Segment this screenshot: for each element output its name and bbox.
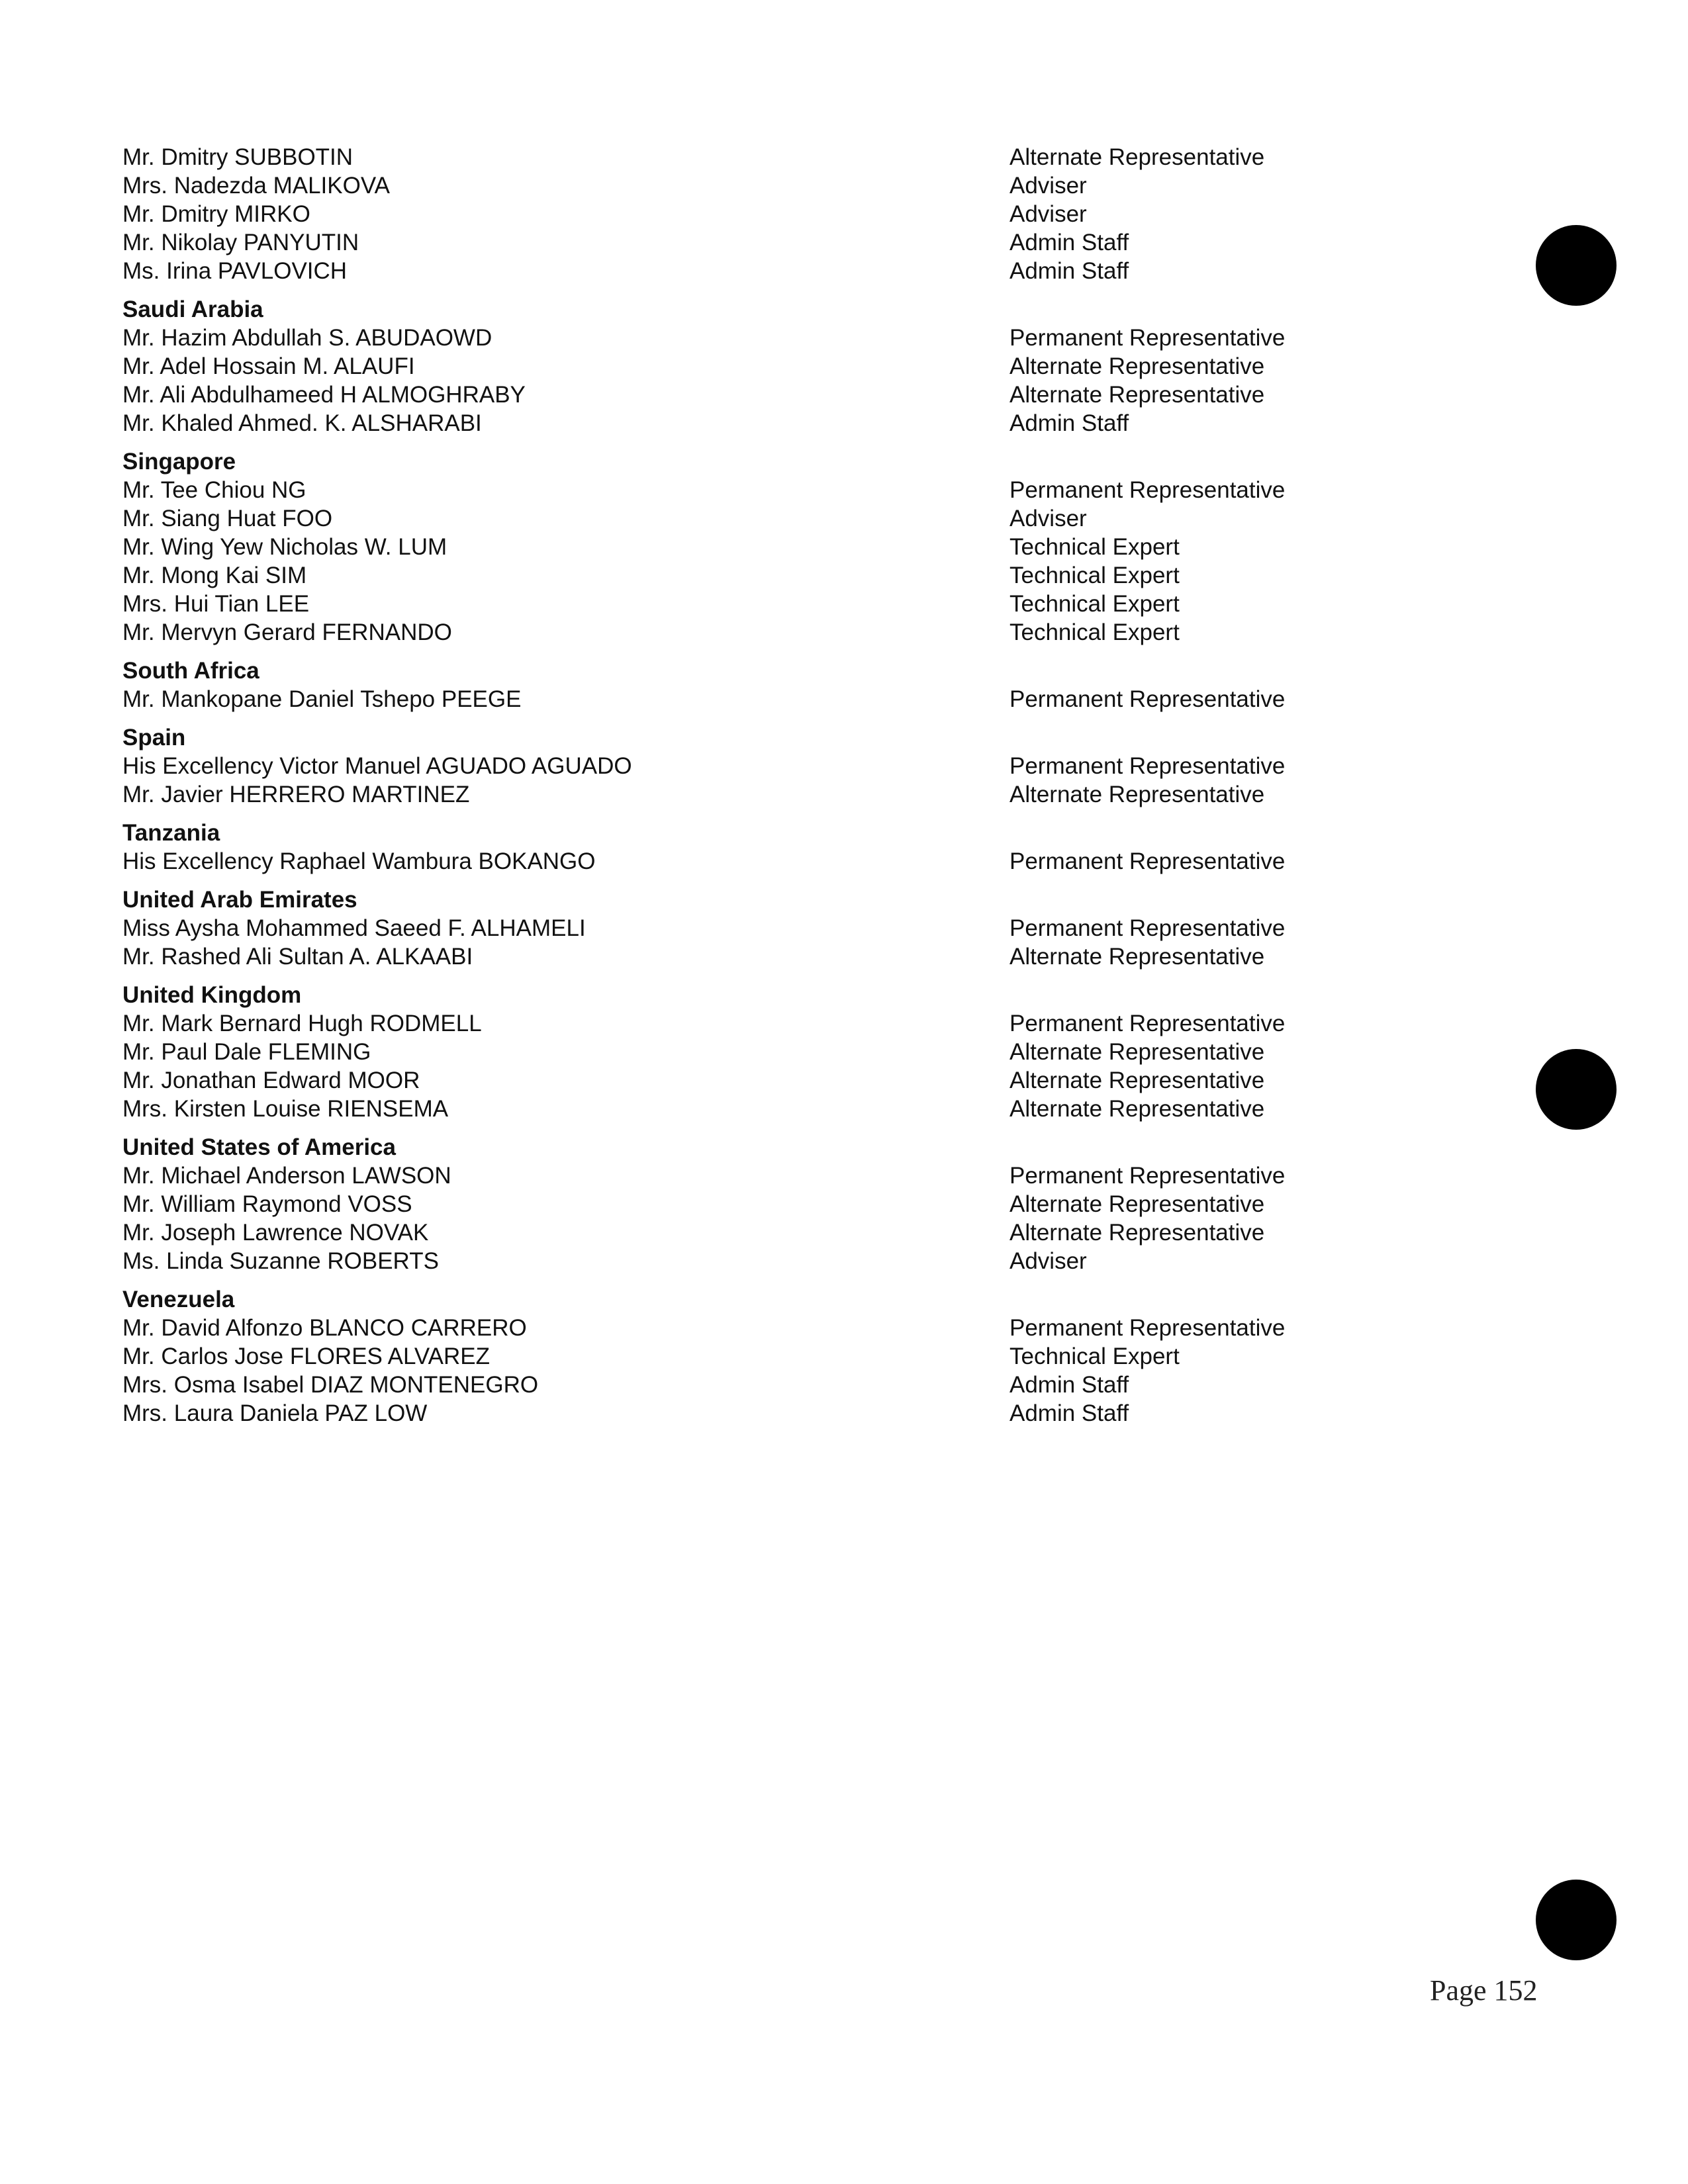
- member-row: [122, 1314, 1380, 1342]
- country-group: [122, 981, 1380, 1123]
- country-group: [122, 886, 1380, 971]
- member-name: Mr. Siang Huat FOO: [122, 506, 333, 531]
- country-heading: Singapore: [122, 449, 236, 475]
- member-role: Alternate Representative: [1009, 1096, 1265, 1122]
- country-group: [122, 657, 1380, 713]
- member-role: Technical Expert: [1009, 619, 1180, 645]
- member-row: [122, 942, 1380, 971]
- member-name: Mrs. Hui Tian LEE: [122, 591, 310, 617]
- member-role: Alternate Representative: [1009, 353, 1265, 379]
- member-name: Mr. Tee Chiou NG: [122, 477, 306, 503]
- member-role: Technical Expert: [1009, 591, 1180, 617]
- country-heading: United Kingdom: [122, 982, 302, 1008]
- member-row: [122, 171, 1380, 200]
- member-row: [122, 590, 1380, 618]
- member-row: [122, 1038, 1380, 1066]
- member-name: Mr. Mankopane Daniel Tshepo PEEGE: [122, 686, 522, 712]
- member-role: Permanent Representative: [1009, 325, 1286, 351]
- member-name: His Excellency Raphael Wambura BOKANGO: [122, 848, 596, 874]
- member-name: His Excellency Victor Manuel AGUADO AGUADO: [122, 753, 632, 779]
- member-role: Admin Staff: [1009, 258, 1129, 284]
- member-role: Alternate Representative: [1009, 1039, 1265, 1065]
- member-role: Permanent Representative: [1009, 1011, 1286, 1036]
- binder-hole-bottom: [1536, 1880, 1617, 1960]
- member-name: Mr. Carlos Jose FLORES ALVAREZ: [122, 1343, 490, 1369]
- member-name: Mr. Dmitry MIRKO: [122, 201, 310, 227]
- member-row: [122, 1371, 1380, 1399]
- member-row: [122, 324, 1380, 352]
- country-heading: Venezuela: [122, 1287, 235, 1312]
- member-row: [122, 476, 1380, 504]
- member-name: Mr. Joseph Lawrence NOVAK: [122, 1220, 429, 1246]
- member-row: [122, 847, 1380, 876]
- page-number: Page 152: [1430, 1974, 1538, 2007]
- member-name: Mrs. Kirsten Louise RIENSEMA: [122, 1096, 449, 1122]
- member-row: [122, 409, 1380, 437]
- member-role: Permanent Representative: [1009, 477, 1286, 503]
- member-name: Mr. Jonathan Edward MOOR: [122, 1068, 420, 1093]
- member-name: Mr. Javier HERRERO MARTINEZ: [122, 782, 470, 807]
- member-row: [122, 504, 1380, 533]
- member-name: Ms. Irina PAVLOVICH: [122, 258, 348, 284]
- continuation-group: [122, 143, 1380, 285]
- member-name: Mr. Nikolay PANYUTIN: [122, 230, 359, 255]
- member-row: [122, 381, 1380, 409]
- member-role: Alternate Representative: [1009, 944, 1265, 970]
- member-row: [122, 1095, 1380, 1123]
- member-role: Alternate Representative: [1009, 382, 1265, 408]
- member-row: [122, 914, 1380, 942]
- member-role: Adviser: [1009, 506, 1087, 531]
- member-row: [122, 1218, 1380, 1247]
- member-name: Mr. Mong Kai SIM: [122, 563, 307, 588]
- member-role: Permanent Representative: [1009, 1315, 1286, 1341]
- member-name: Mr. Rashed Ali Sultan A. ALKAABI: [122, 944, 473, 970]
- member-role: Admin Staff: [1009, 1400, 1129, 1426]
- member-role: Alternate Representative: [1009, 1220, 1265, 1246]
- member-role: Admin Staff: [1009, 1372, 1129, 1398]
- member-row: [122, 561, 1380, 590]
- binder-hole-middle: [1536, 1049, 1617, 1130]
- member-row: [122, 200, 1380, 228]
- member-row: [122, 1247, 1380, 1275]
- member-name: Mr. Khaled Ahmed. K. ALSHARABI: [122, 410, 482, 436]
- member-row: [122, 228, 1380, 257]
- member-role: Permanent Representative: [1009, 686, 1286, 712]
- country-group: [122, 1285, 1380, 1428]
- delegation-listing: [122, 143, 1380, 1428]
- member-name: Mr. Michael Anderson LAWSON: [122, 1163, 451, 1189]
- country-group: [122, 295, 1380, 437]
- member-name: Mr. Mervyn Gerard FERNANDO: [122, 619, 452, 645]
- member-role: Alternate Representative: [1009, 1191, 1265, 1217]
- member-name: Mr. Paul Dale FLEMING: [122, 1039, 371, 1065]
- member-row: [122, 752, 1380, 780]
- member-role: Alternate Representative: [1009, 1068, 1265, 1093]
- country-group: [122, 723, 1380, 809]
- member-name: Mr. Hazim Abdullah S. ABUDAOWD: [122, 325, 492, 351]
- country-group: [122, 819, 1380, 876]
- member-role: Admin Staff: [1009, 230, 1129, 255]
- member-name: Mr. Ali Abdulhameed H ALMOGHRABY: [122, 382, 526, 408]
- member-role: Permanent Representative: [1009, 915, 1286, 941]
- member-name: Mr. Adel Hossain M. ALAUFI: [122, 353, 415, 379]
- country-group: [122, 447, 1380, 647]
- member-name: Miss Aysha Mohammed Saeed F. ALHAMELI: [122, 915, 586, 941]
- member-row: [122, 1342, 1380, 1371]
- member-row: [122, 1399, 1380, 1428]
- country-heading: Saudi Arabia: [122, 296, 263, 322]
- member-row: [122, 685, 1380, 713]
- member-row: [122, 533, 1380, 561]
- binder-hole-top: [1536, 225, 1617, 306]
- member-row: [122, 143, 1380, 171]
- member-name: Mrs. Nadezda MALIKOVA: [122, 173, 390, 199]
- member-role: Technical Expert: [1009, 1343, 1180, 1369]
- member-row: [122, 257, 1380, 285]
- member-name: Mrs. Laura Daniela PAZ LOW: [122, 1400, 428, 1426]
- member-role: Alternate Representative: [1009, 782, 1265, 807]
- member-row: [122, 1161, 1380, 1190]
- country-group: [122, 1133, 1380, 1275]
- member-row: [122, 1009, 1380, 1038]
- member-name: Mrs. Osma Isabel DIAZ MONTENEGRO: [122, 1372, 539, 1398]
- member-row: [122, 1190, 1380, 1218]
- country-heading: Tanzania: [122, 820, 220, 846]
- member-role: Technical Expert: [1009, 534, 1180, 560]
- member-row: [122, 1066, 1380, 1095]
- member-row: [122, 618, 1380, 647]
- member-role: Permanent Representative: [1009, 848, 1286, 874]
- member-name: Mr. William Raymond VOSS: [122, 1191, 412, 1217]
- country-heading: United Arab Emirates: [122, 887, 357, 913]
- member-row: [122, 352, 1380, 381]
- member-role: Permanent Representative: [1009, 753, 1286, 779]
- member-role: Adviser: [1009, 201, 1087, 227]
- member-role: Alternate Representative: [1009, 144, 1265, 170]
- member-role: Adviser: [1009, 1248, 1087, 1274]
- member-name: Ms. Linda Suzanne ROBERTS: [122, 1248, 439, 1274]
- country-heading: South Africa: [122, 658, 259, 684]
- member-role: Admin Staff: [1009, 410, 1129, 436]
- member-name: Mr. Dmitry SUBBOTIN: [122, 144, 353, 170]
- member-name: Mr. Mark Bernard Hugh RODMELL: [122, 1011, 482, 1036]
- member-row: [122, 780, 1380, 809]
- member-role: Permanent Representative: [1009, 1163, 1286, 1189]
- member-name: Mr. David Alfonzo BLANCO CARRERO: [122, 1315, 527, 1341]
- member-name: Mr. Wing Yew Nicholas W. LUM: [122, 534, 447, 560]
- country-heading: Spain: [122, 725, 186, 751]
- member-role: Technical Expert: [1009, 563, 1180, 588]
- country-heading: United States of America: [122, 1134, 396, 1160]
- member-role: Adviser: [1009, 173, 1087, 199]
